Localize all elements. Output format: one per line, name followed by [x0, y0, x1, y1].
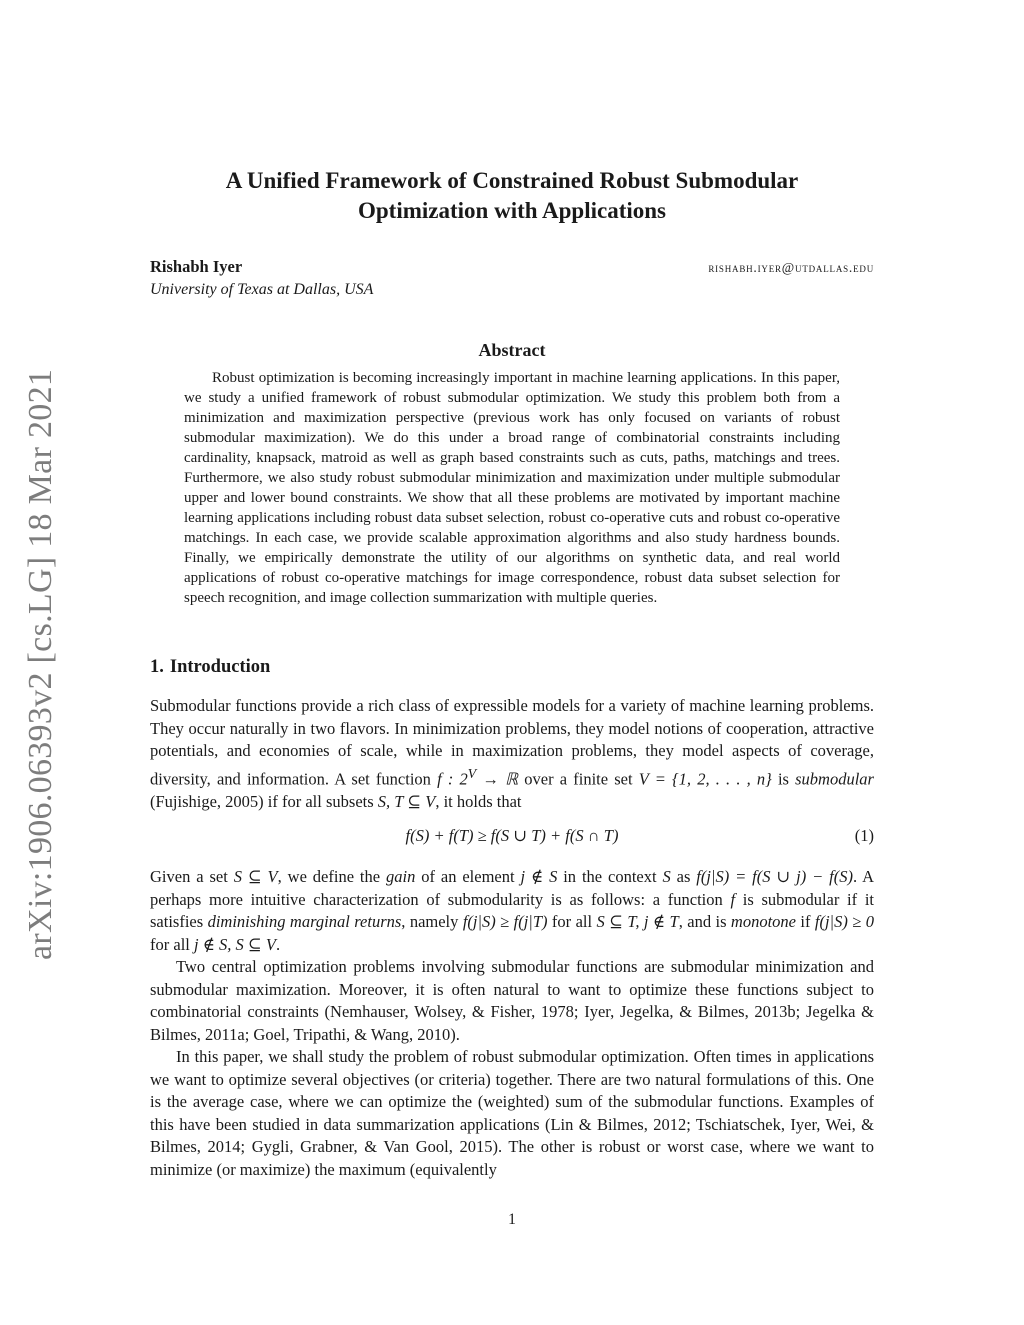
math-inline: S: [662, 867, 671, 886]
math-inline: f(j|S) ≥ 0: [814, 912, 874, 932]
author-affiliation: University of Texas at Dallas, USA: [150, 281, 374, 298]
text-run: Submodular functions provide a rich class of expressible models for a variety of machine learning problems. They occur naturally in two flavors. In minimization problems, they model notions of cooperation, attractive potentials, and economies of scale, while in maximization problems, they model aspects of coverage, diversity, and information. A set function: [150, 696, 874, 789]
emphasis: gain: [385, 867, 416, 886]
text-run: .: [275, 934, 281, 954]
text-run: over a finite set: [518, 769, 639, 789]
intro-paragraph-3: Two central optimization problems involving submodular functions are submodular minimization and submodular maximization. Moreover, it is often natural to want to optimize these functions subject to combinatorial constraints (Nemhauser, Wolsey, & Fisher, 1978; Iyer, Jegelka, & Bilmes, 2013b; Jegelka & Bilmes, 2011a; Goel, Tripathi, & Wang, 2010).: [150, 957, 874, 1044]
math-inline: j ∉ S, S ⊆ V: [193, 934, 276, 954]
equation-body: f(S) + f(T) ≥ f(S ∪ T) + f(S ∩ T): [405, 826, 619, 845]
math-inline: S ⊆ V: [233, 867, 278, 886]
section-number: 1.: [150, 657, 164, 677]
arxiv-identifier: arXiv:1906.06393v2 [cs.LG] 18 Mar 2021: [22, 368, 59, 960]
section-title: Introduction: [169, 657, 271, 677]
math-superscript: V: [467, 765, 477, 781]
equation-1: [150, 826, 874, 850]
author-name: Rishabh Iyer: [150, 257, 243, 276]
author-email: rishabh.iyer@utdallas.edu: [708, 260, 874, 275]
math-inline: V = {1, 2, . . . , n}: [638, 769, 772, 789]
text-run: Given a set: [150, 867, 234, 886]
emphasis: submodular: [795, 769, 874, 789]
text-run: as: [670, 867, 697, 886]
math-inline: f(j|S) = f(S ∪ j) − f(S): [696, 867, 853, 886]
text-run: for all: [150, 934, 194, 954]
intro-paragraph-4: In this paper, we shall study the problem of robust submodular optimization. Often times in applications we want to optimize several objectives (or criteria) together. There are two natural formulations of this. One is the average case, where we can optimize the (weighted) sum of the submodular functions. Examples of this have been studied in data summarization applications (Lin & Bilmes, 2012; Tschiatschek, Iyer, Wei, & Bilmes, 2014; Gygli, Grabner, & Van Gool, 2015). The other is robust or worst case, where we want to minimize (or maximize) the maximum (equivalently: [150, 1047, 874, 1179]
text-run: for all: [547, 912, 597, 932]
text-run: , it holds that: [435, 791, 522, 811]
math-inline: S, T ⊆ V: [377, 791, 436, 811]
math-inline: j ∉ S: [520, 867, 558, 886]
equation-number: (1): [854, 826, 874, 845]
emphasis: diminishing marginal returns: [207, 912, 402, 932]
page-number: 1: [508, 1211, 516, 1228]
text-run: of an element: [415, 867, 521, 886]
text-run: , we define the: [277, 867, 386, 886]
section-heading: [150, 657, 270, 678]
text-run: (Fujishige, 2005) if for all subsets: [150, 791, 378, 811]
math-inline: f(j|S) ≥ f(j|T): [462, 912, 548, 932]
emphasis: monotone: [730, 912, 796, 932]
math-inline: f: [730, 889, 736, 909]
paper-title: [150, 166, 874, 226]
text-run: is submodular if it satisfies: [150, 889, 874, 932]
intro-paragraph-2: [150, 866, 874, 956]
math-inline: f : 2: [437, 769, 468, 789]
title-line-1: A Unified Framework of Constrained Robust Submodular: [225, 168, 799, 193]
text-run: . A perhaps more intuitive characterization of submodularity is as follows: a function: [150, 867, 874, 909]
math-inline: → ℝ: [476, 769, 519, 789]
text-run: if: [795, 912, 815, 932]
math-inline: S ⊆ T, j ∉ T: [596, 912, 679, 932]
abstract-heading: Abstract: [478, 340, 546, 360]
text-run: in the context: [557, 867, 663, 886]
text-run: is: [771, 769, 796, 789]
text-run: , namely: [401, 912, 463, 932]
intro-paragraph-1: [150, 695, 874, 813]
title-line-2: Optimization with Applications: [358, 198, 666, 223]
text-run: , and is: [678, 912, 731, 932]
abstract-body: Robust optimization is becoming increasingly important in machine learning applications. In this paper, we study a unified framework of robust submodular optimization. We study this problem both from a minimization and maximization perspective (previous work has only focused on variants of robust submodular maximization). We do this under a broad range of combinatorial constraints including cardinality, knapsack, matroid as well as graph based constraints such as cuts, paths, matchings and trees. Furthermore, we also study robust submodular minimization and maximization under multiple submodular upper and lower bound constraints. We show that all these problems are motivated by important machine learning applications including robust data subset selection, robust co-operative cuts and robust co-operative matchings. In each case, we provide scalable approximation algorithms and also study hardness bounds. Finally, we empirically demonstrate the utility of our algorithms on synthetic data, and real world applications of robust co-operative matchings for image correspondence, robust data subset selection for speech recognition, and image collection summarization with multiple queries.: [184, 370, 840, 606]
